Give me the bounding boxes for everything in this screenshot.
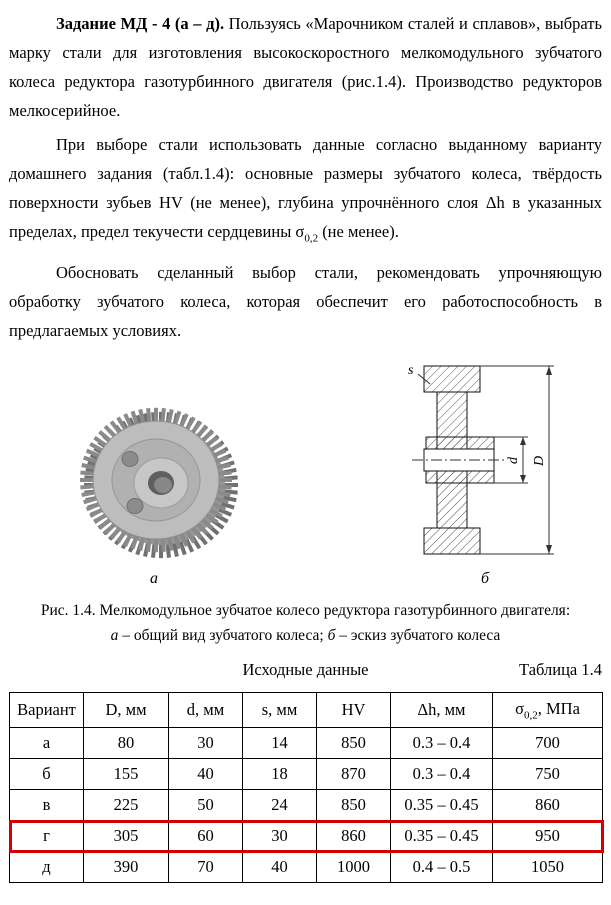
- table-cell: 0.35 – 0.45: [391, 790, 493, 821]
- table-header-line: [9, 660, 602, 686]
- table-cell: 950: [493, 821, 603, 852]
- dim-label-D: D: [532, 456, 547, 467]
- table-body: [10, 728, 603, 883]
- gear-sketch-image: [396, 360, 574, 564]
- table-cell: 1050: [493, 852, 603, 883]
- dim-label-d: d: [506, 457, 521, 465]
- caption-line1: Рис. 1.4. Мелкомодульное зубчатое колесо редуктора газотурбинного двигателя:: [40, 602, 571, 620]
- table-cell: 0.3 – 0.4: [391, 759, 493, 790]
- rim-bottom-section: [424, 528, 480, 554]
- sigma-suffix: , МПа: [537, 699, 580, 719]
- table-row: [10, 852, 603, 883]
- table-cell: 30: [243, 821, 317, 852]
- col-header-D: D, мм: [84, 693, 169, 728]
- table-cell: 390: [84, 852, 169, 883]
- flange-hole-bottom: [127, 499, 143, 514]
- flange-hole-top: [122, 452, 138, 467]
- arrow: [520, 475, 526, 483]
- table-cell: 850: [317, 790, 391, 821]
- col-header-d: d, мм: [169, 693, 243, 728]
- requirements-text: При выборе стали использовать данные согласно выданному варианту домашнего задания (табл.1.4): основные размеры зубчатого колеса, твёрдость поверхности зубьев HV (не менее), глубина упрочнённого слоя Δh в указанных пределах, предел текучести сердцевины σ: [9, 135, 602, 241]
- sigma-sub: 0,2: [523, 709, 538, 722]
- figure-a: [61, 400, 247, 588]
- table-cell: 860: [493, 790, 603, 821]
- table-cell: г: [10, 821, 84, 852]
- table-cell: в: [10, 790, 84, 821]
- table-cell: 50: [169, 790, 243, 821]
- arrow: [520, 437, 526, 445]
- caption-a-text: – общий вид зубчатого колеса;: [118, 627, 328, 645]
- table-cell: 40: [169, 759, 243, 790]
- caption-b-text: – эскиз зубчатого колеса: [335, 627, 501, 645]
- table-cell: 860: [317, 821, 391, 852]
- table-cell: 850: [317, 728, 391, 759]
- figure-b: [396, 360, 574, 588]
- table-cell: 0.35 – 0.45: [391, 821, 493, 852]
- caption-b-letter: б: [327, 627, 336, 645]
- requirements-text-end: (не менее).: [318, 222, 399, 241]
- figure-label-b: б: [480, 570, 490, 588]
- sigma-subscript: 0,2: [304, 232, 319, 245]
- rim-top-section: [424, 366, 480, 392]
- paragraph-justification: Обосновать сделанный выбор стали, рекомендовать упрочняющую обработку зубчатого колеса, которая обеспечит его работоспособность в предлагаемых условиях.: [9, 263, 602, 341]
- col-header-HV: HV: [317, 693, 391, 728]
- table-cell: 70: [169, 852, 243, 883]
- table-title: Исходные данные: [242, 660, 369, 680]
- table-cell: 0.4 – 0.5: [391, 852, 493, 883]
- table-cell: 870: [317, 759, 391, 790]
- paragraph-requirements: [9, 130, 602, 253]
- task-text: Пользуясь «Марочником сталей и сплавов», выбрать марку стали для изготовления высокоскоростного мелкомодульного зубчатого колеса редуктора газотурбинного двигателя (рис.1.4). Производство редукторов мелкосерийное.: [9, 14, 602, 120]
- table-cell: 40: [243, 852, 317, 883]
- sigma-prefix: σ: [515, 699, 524, 719]
- figure-label-a: а: [150, 570, 158, 588]
- dim-label-s: s: [408, 363, 414, 379]
- task-title: Задание МД - 4 (а – д).: [56, 14, 225, 33]
- data-table: [9, 692, 603, 883]
- table-cell: а: [10, 728, 84, 759]
- table-number: Таблица 1.4: [519, 660, 602, 680]
- table-cell: 155: [84, 759, 169, 790]
- table-row: [10, 728, 603, 759]
- table-cell: б: [10, 759, 84, 790]
- table-row: [10, 821, 603, 852]
- figure-row: [9, 350, 602, 588]
- paragraph-task: [9, 9, 602, 125]
- table-cell: 0.3 – 0.4: [391, 728, 493, 759]
- table-cell: 18: [243, 759, 317, 790]
- table-cell: 225: [84, 790, 169, 821]
- col-header-variant: Вариант: [10, 693, 84, 728]
- figure-caption: [9, 598, 602, 648]
- col-header-sigma: [493, 693, 603, 728]
- table-cell: 80: [84, 728, 169, 759]
- table-cell: 14: [243, 728, 317, 759]
- table-header-row: [10, 693, 603, 728]
- caption-a-letter: а: [110, 627, 119, 645]
- table-cell: д: [10, 852, 84, 883]
- table-cell: 700: [493, 728, 603, 759]
- col-header-s: s, мм: [243, 693, 317, 728]
- table-cell: 750: [493, 759, 603, 790]
- table-cell: 30: [169, 728, 243, 759]
- hub-bore-inner: [154, 477, 172, 493]
- arrow: [546, 545, 552, 554]
- table-cell: 1000: [317, 852, 391, 883]
- gear-photo-image: [61, 400, 247, 564]
- arrow: [546, 366, 552, 375]
- table-cell: 305: [84, 821, 169, 852]
- table-cell: 60: [169, 821, 243, 852]
- table-row: [10, 790, 603, 821]
- col-header-dh: Δh, мм: [391, 693, 493, 728]
- table-cell: 24: [243, 790, 317, 821]
- table-row: [10, 759, 603, 790]
